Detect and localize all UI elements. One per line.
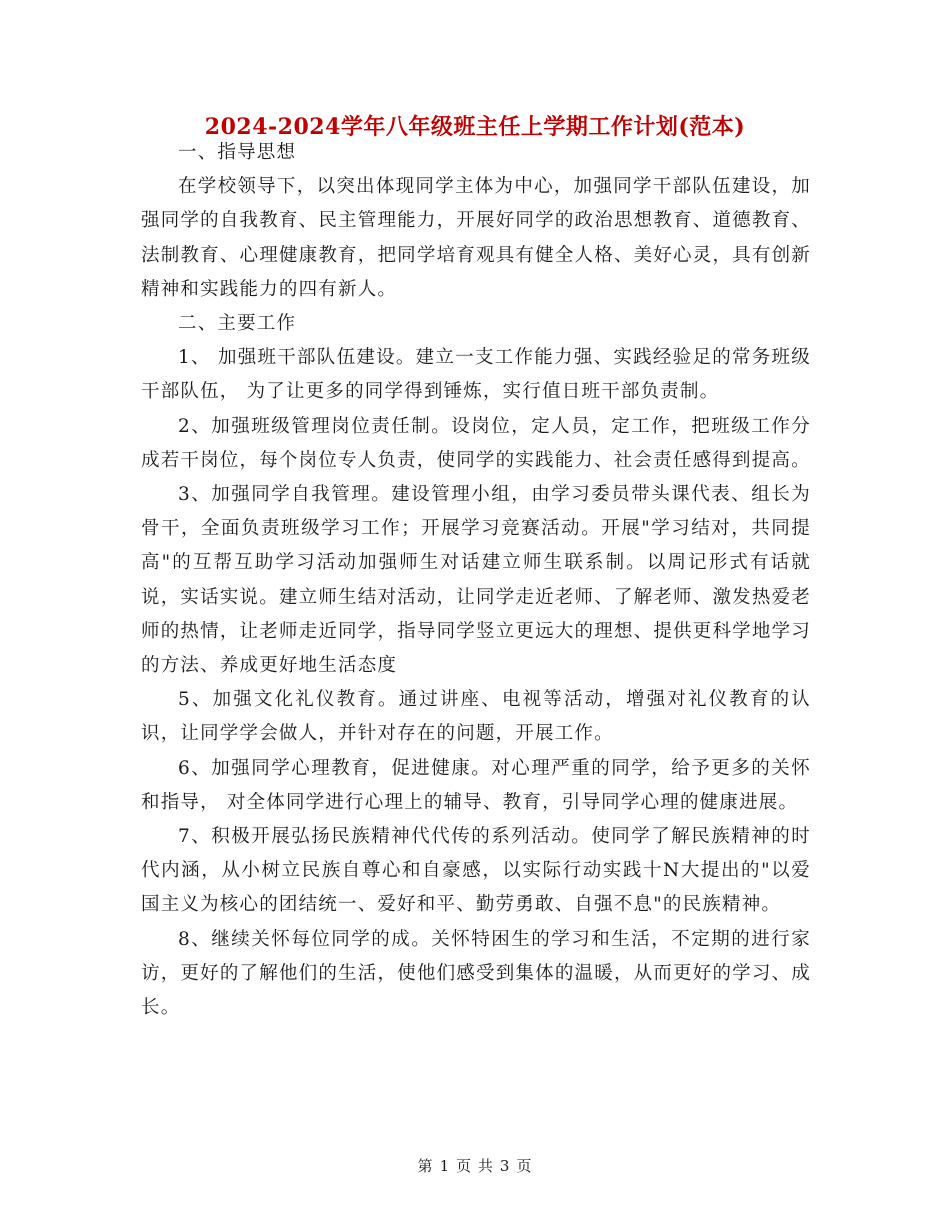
section-heading-guiding-thought: 一、指导思想 <box>178 142 297 163</box>
paragraph-item-3: 3、加强同学自我管理。建设管理小组，由学习委员带头课代表、组长为骨干，全面负责班级学习工作；开展学习竞赛活动。开展"学习结对，共同提高"的互帮互助学习活动加强师生对话建立师生联系制。以周记形式有话就说，实话实说。建立师生结对活动，让同学走近老师、了解老师、激发热爱老师的热情，让老师走近同学，指导同学竖立更远大的理想、提供更科学地学习的方法、养成更好地生活态度 <box>141 484 811 677</box>
paragraph-guiding-thought: 在学校领导下，以突出体现同学主体为中心，加强同学干部队伍建设，加强同学的自我教育、民主管理能力，开展好同学的政治思想教育、道德教育、法制教育、心理健康教育，把同学培育观具有健全人格、美好心灵，具有创新精神和实践能力的四有新人。 <box>141 176 811 300</box>
paragraph-item-1: 1、 加强班干部队伍建设。建立一支工作能力强、实践经验足的常务班级干部队伍， 为了让更多的同学得到锤炼，实行值日班干部负责制。 <box>141 347 811 403</box>
footer-middle: 页 共 <box>456 1157 494 1175</box>
footer-prefix: 第 <box>417 1157 434 1175</box>
footer-total-pages: 3 <box>499 1157 511 1175</box>
paragraph-item-5: 5、加强文化礼仪教育。通过讲座、电视等活动，增强对礼仪教育的认识，让同学学会做人，并针对存在的问题，开展工作。 <box>141 689 811 745</box>
paragraph-item-6: 6、加强同学心理教育，促进健康。对心理严重的同学，给予更多的关怀和指导， 对全体同学进行心理上的辅导、教育，引导同学心理的健康进展。 <box>141 757 811 813</box>
paragraph-item-7: 7、积极开展弘扬民族精神代代传的系列活动。使同学了解民族精神的时代内涵，从小树立民族自尊心和自豪感，以实际行动实践十N大提出的"以爱国主义为核心的团结统一、爱好和平、勤劳勇敢、自强不息"的民族精神。 <box>141 826 811 916</box>
footer-suffix: 页 <box>516 1157 533 1175</box>
document-body <box>141 136 811 1025</box>
document-title: 2024-2024学年八年级班主任上学期工作计划(范本) <box>204 114 746 140</box>
section-heading-main-work: 二、主要工作 <box>178 313 297 335</box>
paragraph-item-2: 2、加强班级管理岗位责任制。设岗位，定人员，定工作，把班级工作分成若干岗位，每个岗位专人负责，使同学的实践能力、社会责任感得到提高。 <box>141 415 811 471</box>
footer-page-number: 1 <box>439 1157 451 1175</box>
paragraph-item-8: 8、继续关怀每位同学的成。关怀特困生的学习和生活，不定期的进行家访，更好的了解他们的生活，使他们感受到集体的温暖，从而更好的学习、成长。 <box>141 928 811 1019</box>
page-footer <box>0 1155 950 1176</box>
